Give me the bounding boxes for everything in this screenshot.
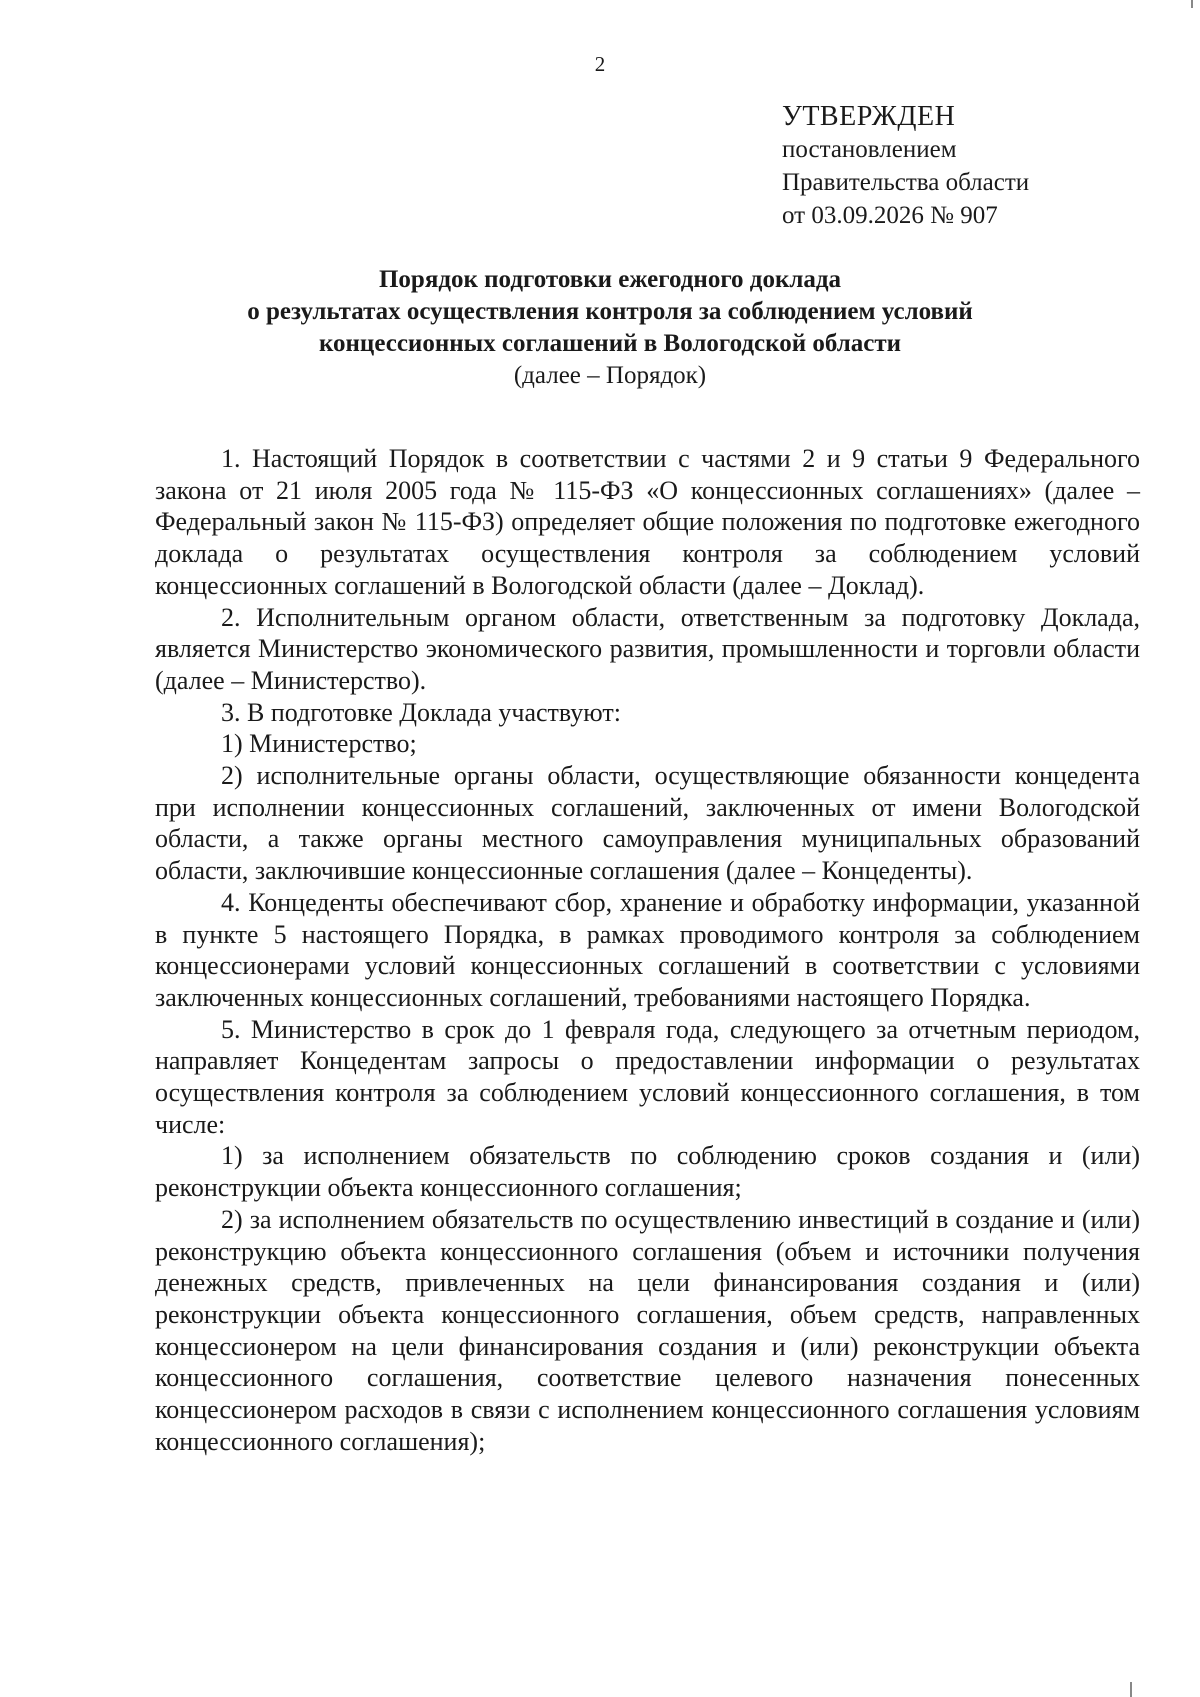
- paragraph-5: 5. Министерство в срок до 1 февраля года, следующего за отчетным периодом, направляет Концедентам запросы о предоставлении информации о результатах осуществления контроля за соблюдением условий концессионного соглашения, в том числе:: [155, 1014, 1140, 1139]
- paragraph-1: 1. Настоящий Порядок в соответствии с частями 2 и 9 статьи 9 Федерального закона от 21 июля 2005 года № 115-ФЗ «О концессионных соглашениях» (далее – Федеральный закон № 115-ФЗ) определяет общие положения по подготовке ежегодного доклада о результатах осуществления контроля за соблюдением условий концессионных соглашений в Вологодской области (далее – Доклад).: [155, 444, 1140, 600]
- paragraph-3: 3. В подготовке Доклада участвуют:: [221, 697, 621, 727]
- paragraph-4: 4. Концеденты обеспечивают сбор, хранение и обработку информации, указанной в пункте 5 настоящего Порядка, в рамках проводимого контроля за соблюдением концессионерами условий концессионных соглашений в соответствии с условиями заключенных концессионных соглашений, требованиями настоящего Порядка.: [155, 887, 1140, 1012]
- paragraph-2: 2. Исполнительным органом области, ответственным за подготовку Доклада, является Министерство экономического развития, промышленности и торговли области (далее – Министерство).: [155, 602, 1140, 695]
- approval-line-2: Правительства области: [782, 169, 1030, 196]
- title-line-3: концессионных соглашений в Вологодской области: [318, 330, 902, 357]
- title-line-2: о результатах осуществления контроля за соблюдением условий: [247, 298, 973, 325]
- approval-title: УТВЕРЖДЕН: [782, 101, 956, 132]
- title-line-1: Порядок подготовки ежегодного доклада: [378, 266, 842, 293]
- approval-line-1: постановлением: [782, 136, 957, 163]
- paragraph-5-item-2: 2) за исполнением обязательств по осуществлению инвестиций в создание и (или) реконструкцию объекта концессионного соглашения (объем и источники получения денежных средств, привлеченных на цели финансирования создания и (или) реконструкции объекта концессионного соглашения, объем средств, направленных концессионером на цели финансирования создания и (или) реконструкции объекта концессионного соглашения, соответствие целевого назначения понесенных концессионером расходов в связи с исполнением концессионного соглашения условиям концессионного соглашения);: [155, 1204, 1140, 1456]
- document-body: [155, 443, 1140, 1458]
- paragraph-3-item-1: 1) Министерство;: [221, 729, 417, 759]
- approval-line-3: от 03.09.2026 № 907: [782, 202, 998, 229]
- page-number: 2: [594, 52, 606, 76]
- document-title: [150, 264, 1070, 392]
- approval-stamp: [782, 100, 1182, 232]
- paragraph-5-item-1: 1) за исполнением обязательств по соблюдению сроков создания и (или) реконструкции объекта концессионного соглашения;: [155, 1141, 1140, 1203]
- paragraph-3-item-2: 2) исполнительные органы области, осуществляющие обязанности концедента при исполнении концессионных соглашений, заключенных от имени Вологодской области, а также органы местного самоуправления муниципальных образований области, заключившие концессионные соглашения (далее – Концеденты).: [155, 761, 1140, 886]
- title-line-4: (далее – Порядок): [513, 362, 707, 389]
- scan-mark-top: [1191, 0, 1193, 8]
- scan-mark-bottom: [1130, 1682, 1132, 1697]
